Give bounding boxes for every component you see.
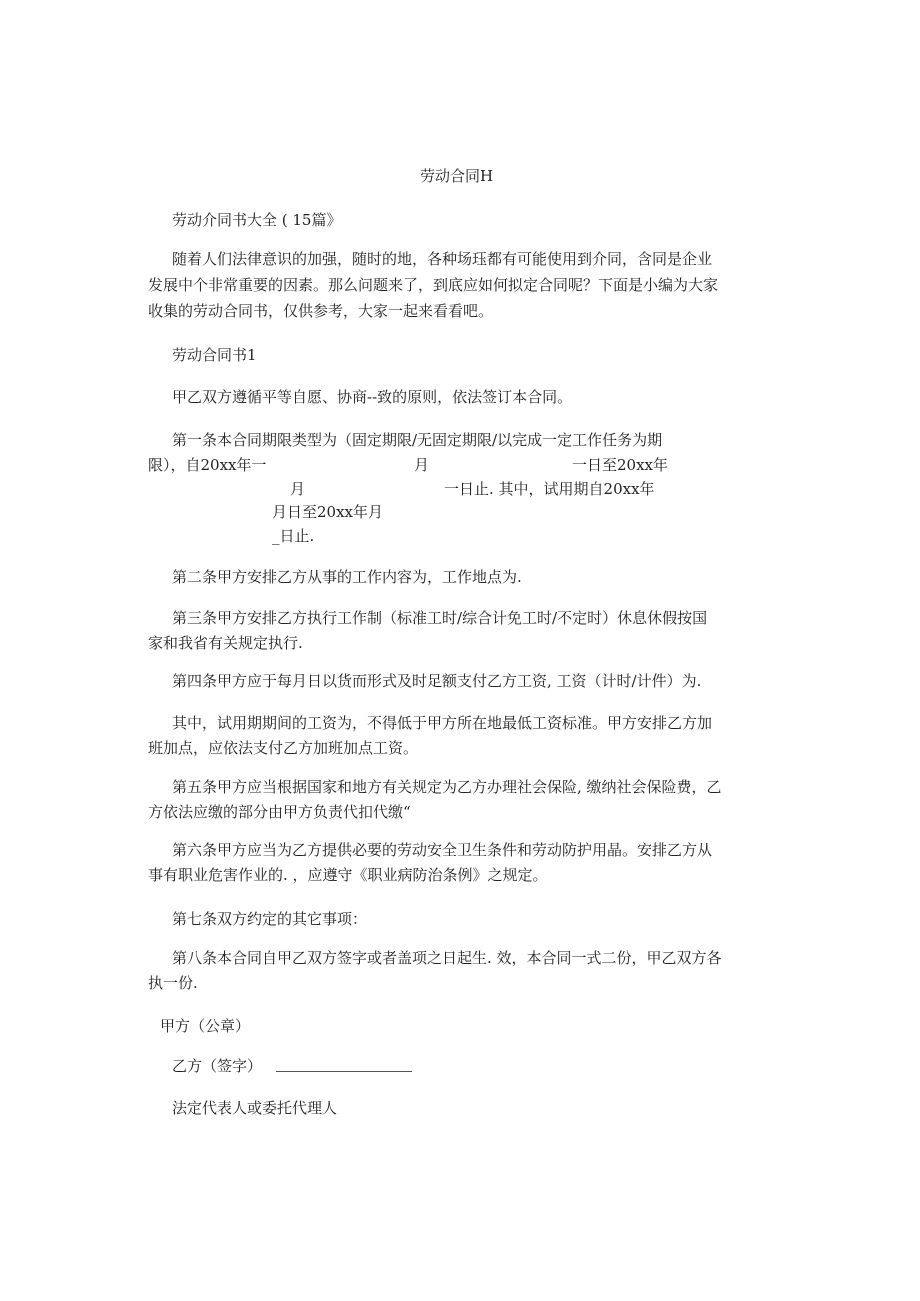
article-1-line-1: 第一条本合同期限类型为（固定期限/无固定期限/以完成一定工作任务为期 [172, 431, 663, 449]
article-5-line-1: 第五条甲方应当根据国家和地方有关规定为乙方办理社会保险, 缴纳社会保险费，乙 [172, 778, 722, 796]
article-6-line-2: 事有职业危害作业的. ，应遵守《职业病防治条例》之规定。 [148, 866, 548, 884]
article-4: 第四条甲方应于每月日以货而形式及时足额支付乙方工资, 工资（计时/计件）为. [172, 672, 702, 690]
section-heading: 劳动合同书1 [172, 346, 257, 364]
article-1-line-4: 月日至20xx年月 [272, 503, 384, 521]
article-2: 第二条甲方安排乙方从事的工作内容为，工作地点为. [172, 568, 522, 586]
intro-line-2: 发展中个非常重要的因素。那么问题来了，到底应如何拟定合同呢？下面是小编为大家 [148, 276, 719, 294]
article-7: 第七条双方约定的其它事项： [172, 910, 368, 928]
party-b-signature-label: 乙方（签字） [172, 1057, 263, 1075]
article-8-line-1: 第八条本合同自甲乙双方签字或者盖项之日起生. 效，本合同一式二份，甲乙双方各 [172, 949, 722, 967]
article-1-line-2a: 限），自20xx年一 [148, 456, 267, 474]
intro-line-1: 随着人们法律意识的加强，随时的地，各种场珏都有可能使用到介同，含同是企业 [172, 250, 713, 268]
document-subtitle: 劳动介同书大全 ( 15篇》 [172, 211, 342, 229]
article-8-line-2: 执一份. [148, 974, 198, 992]
article-1-line-3a: 月 [290, 480, 306, 498]
article-4-note-line-2: 班加点，应依法支付乙方加班加点工资。 [148, 739, 419, 757]
article-1-line-2c: 一日至20xx年 [572, 456, 669, 474]
article-4-note-line-1: 其中，试用期期间的工资为，不得低于甲方所在地最低工资标准。甲方安排乙方加 [172, 714, 713, 732]
article-1-line-3b: 一日止. 其中，试用期自20xx年 [444, 480, 655, 498]
article-1-line-5: _日止. [272, 527, 315, 545]
article-3-line-2: 家和我省有关规定执行. [148, 634, 303, 652]
principle-paragraph: 甲乙双方遵循平等自愿、协商--致的原则，依法签订本合同。 [172, 388, 573, 406]
intro-line-3: 收集的劳动合同书，仅供参考，大家一起来看看吧。 [148, 302, 494, 320]
representative-label: 法定代表人或委托代理人 [172, 1099, 338, 1117]
article-6-line-1: 第六条甲方应当为乙方提供必要的劳动安全卫生条件和劳动防护用晶。安排乙方从 [172, 841, 713, 859]
article-3-line-1: 第三条甲方安排乙方执行工作制（标准工时/综合计免工时/不定时）休息休假按国 [172, 609, 708, 627]
signature-line [276, 1071, 412, 1072]
document-title: 劳动合同H [420, 167, 494, 185]
article-5-line-2: 方依法应缴的部分由甲方负责代扣代缴“ [148, 803, 411, 821]
article-1-line-2b: 月 [414, 456, 430, 474]
party-a-seal: 甲方（公章） [160, 1017, 251, 1035]
